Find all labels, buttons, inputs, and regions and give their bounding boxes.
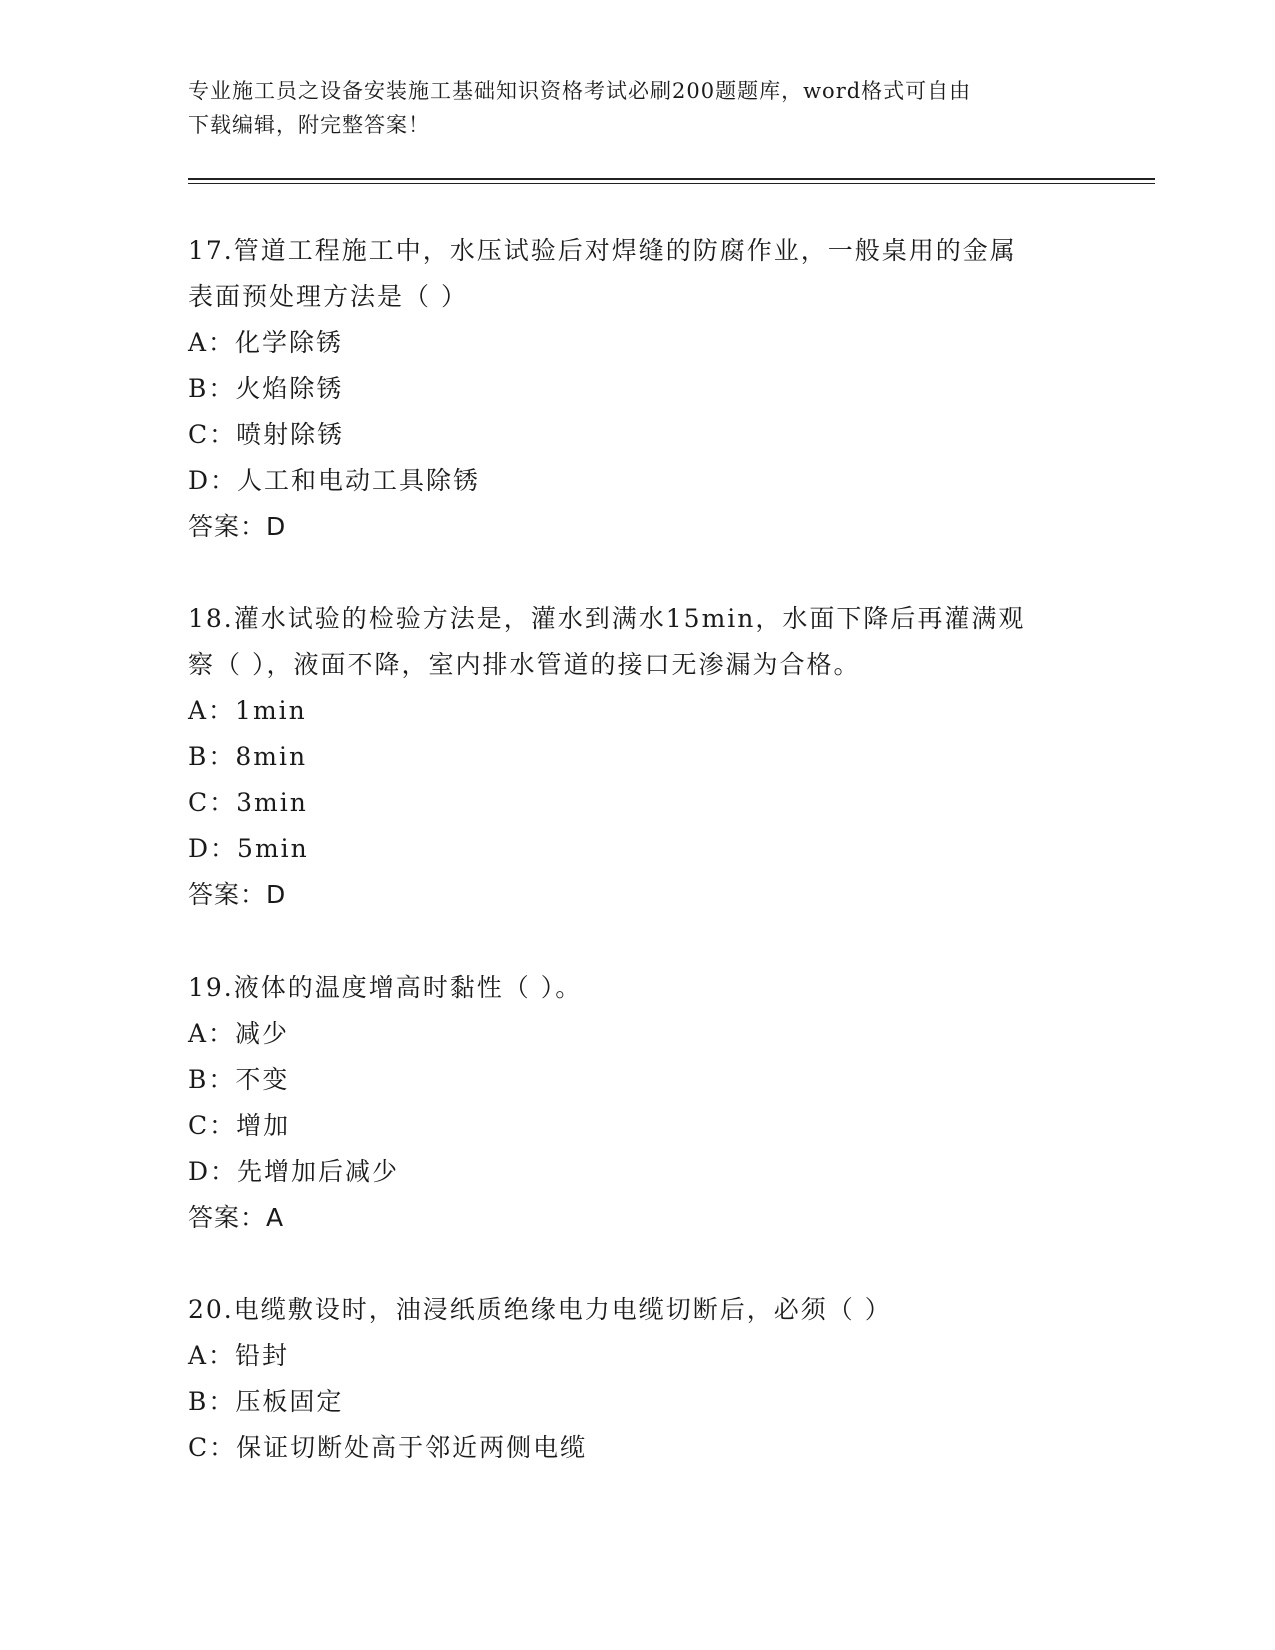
option-a: A：化学除锈	[188, 328, 344, 357]
question-stem: 表面预处理方法是（ ）	[188, 282, 468, 311]
question-19	[188, 965, 1088, 1241]
option-d: D：5min	[188, 834, 309, 863]
option-c: C：保证切断处高于邻近两侧电缆	[188, 1433, 588, 1462]
answer: 答案：D	[188, 880, 287, 909]
option-c: C：3min	[188, 788, 308, 817]
option-c: C：喷射除锈	[188, 420, 345, 449]
question-17	[188, 228, 1088, 550]
option-b: B：压板固定	[188, 1387, 344, 1416]
answer: 答案：A	[188, 1203, 285, 1232]
question-stem: 察（ ），液面不降，室内排水管道的接口无渗漏为合格。	[188, 650, 861, 679]
question-stem: 20.电缆敷设时，油浸纸质绝缘电力电缆切断后，必须（ ）	[188, 1295, 892, 1324]
option-b: B：火焰除锈	[188, 374, 344, 403]
question-stem: 19.液体的温度增高时黏性（ ）。	[188, 973, 583, 1002]
option-a: A：1min	[188, 696, 307, 725]
question-20	[188, 1287, 1088, 1471]
header-line-1: 专业施工员之设备安装施工基础知识资格考试必刷200题题库，word格式可自由	[188, 79, 972, 103]
question-stem: 17.管道工程施工中，水压试验后对焊缝的防腐作业，一般桌用的金属	[188, 236, 1017, 265]
document-header	[188, 74, 1088, 142]
answer: 答案：D	[188, 512, 287, 541]
option-a: A：铅封	[188, 1341, 290, 1370]
option-b: B：8min	[188, 742, 308, 771]
question-18	[188, 596, 1088, 918]
header-line-2: 下载编辑，附完整答案！	[188, 113, 430, 137]
option-b: B：不变	[188, 1065, 290, 1094]
option-c: C：增加	[188, 1111, 291, 1140]
question-stem: 18.灌水试验的检验方法是，灌水到满水15min，水面下降后再灌满观	[188, 604, 1026, 633]
option-d: D：人工和电动工具除锈	[188, 466, 481, 495]
option-a: A：减少	[188, 1019, 290, 1048]
option-d: D：先增加后减少	[188, 1157, 400, 1186]
header-divider	[188, 178, 1155, 180]
header-divider-thin	[188, 183, 1155, 184]
